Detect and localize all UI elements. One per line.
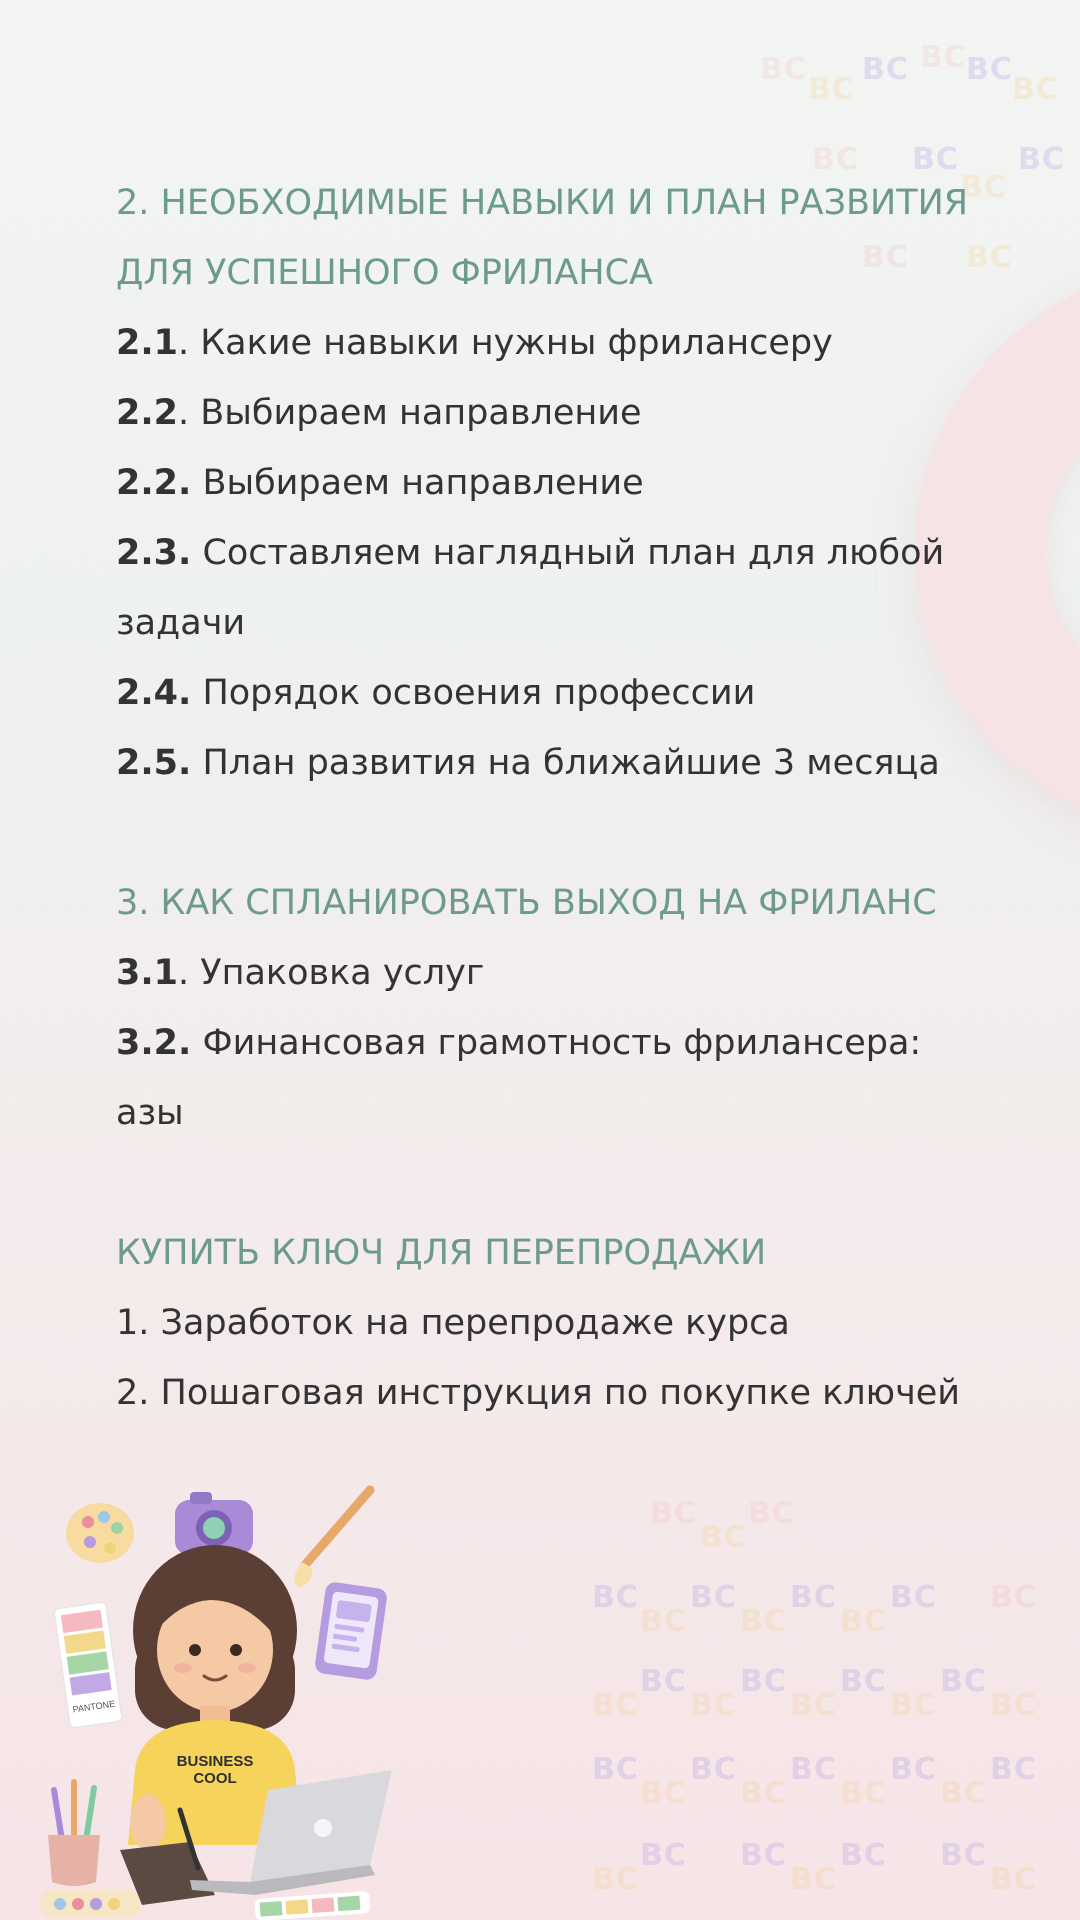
toc-item[interactable] xyxy=(116,448,976,518)
toc-item[interactable] xyxy=(116,518,976,588)
toc-item[interactable] xyxy=(116,728,976,798)
item-text: Финансовая грамотность фрилансера: азы xyxy=(116,1023,922,1133)
item-text: 1. Заработок на перепродаже курса xyxy=(116,1303,790,1343)
item-number: 3.2. xyxy=(116,1023,192,1063)
toc-item[interactable] xyxy=(116,1008,976,1148)
section-heading: 3. КАК СПЛАНИРОВАТЬ ВЫХОД НА ФРИЛАНС xyxy=(116,883,937,923)
item-text: . Упаковка услуг xyxy=(178,953,485,993)
svg-text:PANTONE: PANTONE xyxy=(72,1698,116,1715)
item-text: задачи xyxy=(116,603,246,643)
toc-item[interactable] xyxy=(116,1288,976,1358)
palette-icon xyxy=(66,1503,134,1563)
item-number: 2.4. xyxy=(116,673,192,713)
section-heading: 2. НЕОБХОДИМЫЕ НАВЫКИ И ПЛАН РАЗВИТИЯ xyxy=(116,183,969,223)
item-text: . Какие навыки нужны фрилансеру xyxy=(178,323,833,363)
table-of-contents xyxy=(116,168,976,1428)
designer-girl-illustration xyxy=(40,1470,400,1920)
item-text: Составляем наглядный план для любой xyxy=(191,533,945,573)
svg-text:COOL: COOL xyxy=(193,1770,237,1787)
item-number: 2.3. xyxy=(116,533,192,573)
section-planning xyxy=(116,868,976,1148)
toc-item[interactable] xyxy=(116,1358,976,1428)
toc-item[interactable] xyxy=(116,938,976,1008)
toc-item[interactable] xyxy=(116,378,976,448)
item-text: Выбираем направление xyxy=(191,463,644,503)
toc-item[interactable] xyxy=(116,658,976,728)
toc-item[interactable] xyxy=(116,308,976,378)
item-number: 2.2. xyxy=(116,463,192,503)
item-number: 2.5. xyxy=(116,743,192,783)
item-number: 3.1 xyxy=(116,953,179,993)
brush-icon xyxy=(294,1490,370,1588)
section-buy-key xyxy=(116,1218,976,1428)
toc-item-continuation[interactable] xyxy=(116,588,976,658)
pantone-swatch-icon xyxy=(54,1602,122,1728)
section-heading: КУПИТЬ КЛЮЧ ДЛЯ ПЕРЕПРОДАЖИ xyxy=(116,1233,767,1273)
item-text: 2. Пошаговая инструкция по покупке ключей xyxy=(116,1373,961,1413)
paint-tray-icon xyxy=(40,1890,140,1918)
pencil-cup-icon xyxy=(48,1782,100,1886)
color-strip-icon xyxy=(254,1891,370,1920)
phone-icon xyxy=(314,1581,388,1681)
item-number: 2.1 xyxy=(116,323,179,363)
item-text: Порядок освоения профессии xyxy=(191,673,756,713)
section-heading: ДЛЯ УСПЕШНОГО ФРИЛАНСА xyxy=(116,253,653,293)
item-number: 2.2 xyxy=(116,393,179,433)
item-text: План развития на ближайшие 3 месяца xyxy=(191,743,940,783)
item-text: . Выбираем направление xyxy=(178,393,642,433)
svg-text:BUSINESS: BUSINESS xyxy=(176,1753,254,1770)
section-skills xyxy=(116,168,976,798)
